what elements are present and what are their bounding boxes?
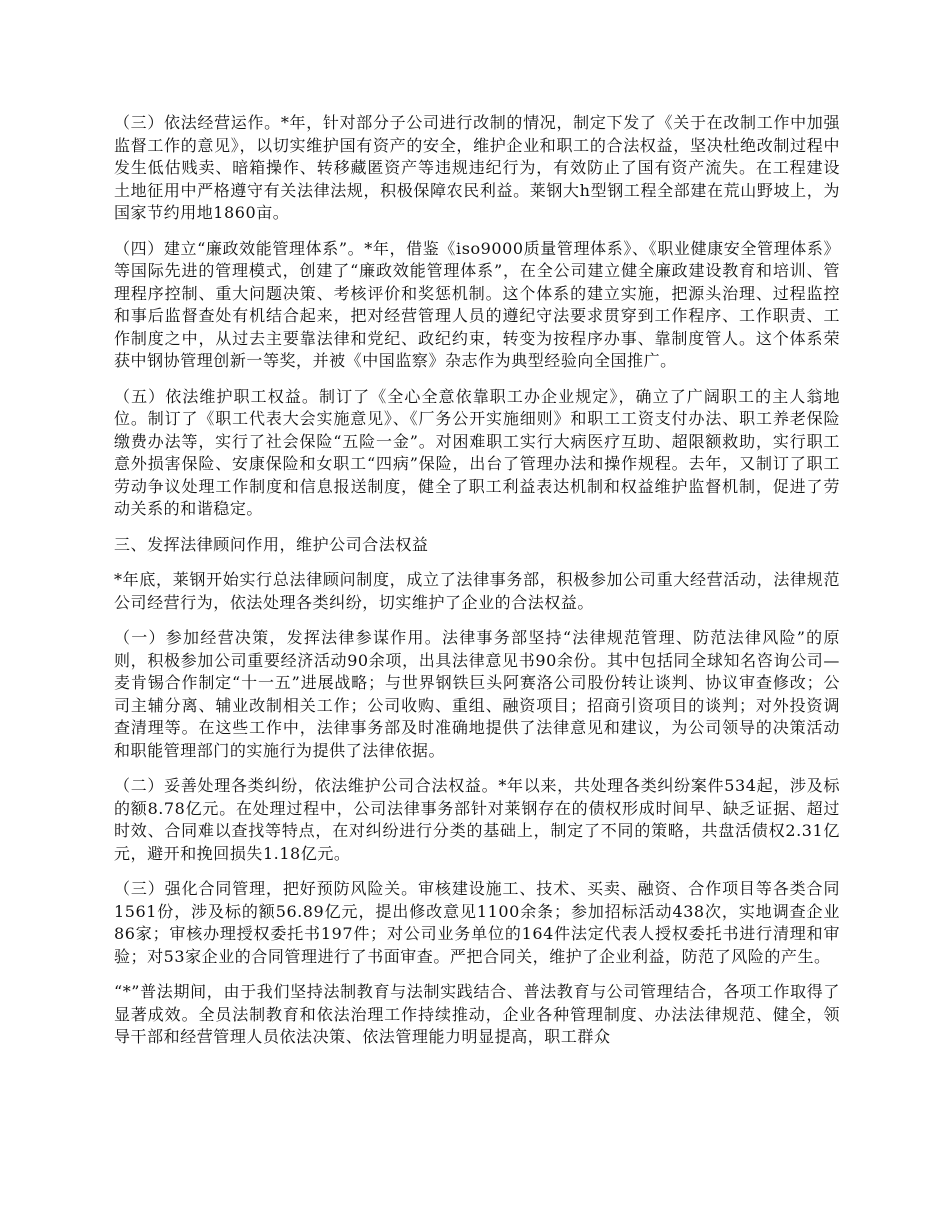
paragraph-decision-participation: （一）参加经营决策，发挥法律参谋作用。法律事务部坚持“法律规范管理、防范法律风险”的原则，积极参加公司重要经济活动90余项，出具法律意见书90余份。其中包括同全球知名咨询公司—麦肯锡合作制定“十一五”进展战略；与世界钢铁巨头阿赛洛公司股份转让谈判、协议审查修改；公司主辅分离、辅业改制相关工作；公司收购、重组、融资项目；招商引资项目的谈判；对外投资调查清理等。在这些工作中，法律事务部及时准确地提供了法律意见和建议，为公司领导的决策活动和职能管理部门的实施行为提供了法律依据。 (114, 628, 840, 760)
section-heading-legal-counsel: 三、发挥法律顾问作用，维护公司合法权益 (114, 534, 429, 554)
paragraph-operation: （三）依法经营运作。*年，针对部分子公司进行改制的情况，制定下发了《关于在改制工作中加强监督工作的意见》，以切实维护国有资产的安全，维护企业和职工的合法权益，坚决杜绝改制过程中发生低估贱卖、暗箱操作、转移藏匿资产等违规违纪行为，有效防止了国有资产流失。在工程建设土地征用中严格遵守有关法律法规，积极保障农民利益。莱钢大h型钢工程全部建在荒山野坡上，为国家节约用地1860亩。 (114, 113, 840, 222)
paragraph-counsel-intro: *年底，莱钢开始实行总法律顾问制度，成立了法律事务部，积极参加公司重大经营活动，法律规范公司经营行为，依法处理各类纠纷，切实维护了企业的合法权益。 (114, 570, 840, 612)
paragraph-worker-rights: （五）依法维护职工权益。制订了《全心全意依靠职工办企业规定》，确立了广阔职工的主人翁地位。制订了《职工代表大会实施意见》、《厂务公开实施细则》和职工工资支付办法、职工养老保险缴费办法等，实行了社会保险“五险一金”。对困难职工实行大病医疗互助、超限额救助，实行职工意外损害保险、安康保险和女职工“四病”保险，出台了管理办法和操作规程。去年，又制订了职工劳动争议处理工作制度和信息报送制度，健全了职工利益表达机制和权益维护监督机制，促进了劳动关系的和谐稳定。 (114, 386, 840, 518)
paragraph-law-popularization: “*”普法期间，由于我们坚持法制教育与法制实践结合、普法教育与公司管理结合，各项工作取得了显著成效。全员法制教育和依法治理工作持续推动，企业各种管理制度、办法法律规范、健全，领导干部和经营管理人员依法决策、依法管理能力明显提高，职工群众 (114, 982, 840, 1046)
paragraph-integrity-system: （四）建立“廉政效能管理体系”。*年，借鉴《iso9000质量管理体系》、《职业健康安全管理体系》等国际先进的管理模式，创建了“廉政效能管理体系”，在全公司建立健全廉政建设教育和培训、管理程序控制、重大问题决策、考核评价和奖惩机制。这个体系的建立实施，把源头治理、过程监控和事后监督查处有机结合起来，把对经营管理人员的遵纪守法要求贯穿到工作程序、工作职责、工作制度之中，从过去主要靠法律和党纪、政纪约束，转变为按程序办事、靠制度管人。这个体系荣获中钢协管理创新一等奖，并被《中国监察》杂志作为典型经验向全国推广。 (114, 238, 840, 370)
paragraph-contract-management: （三）强化合同管理，把好预防风险关。审核建设施工、技术、买卖、融资、合作项目等各类合同1561份，涉及标的额56.89亿元，提出修改意见1100余条；参加招标活动438次，实地调查企业86家；审核办理授权委托书197件；对公司业务单位的164件法定代表人授权委托书进行清理和审验；对53家企业的合同管理进行了书面审查。严把合同关，维护了企业利益，防范了风险的产生。 (114, 879, 840, 966)
paragraph-dispute-handling: （二）妥善处理各类纠纷，依法维护公司合法权益。*年以来，共处理各类纠纷案件534起，涉及标的额8.78亿元。在处理过程中，公司法律事务部针对莱钢存在的债权形成时间早、缺乏证据、超过时效、合同难以查找等特点，在对纠纷进行分类的基础上，制定了不同的策略，共盘活债权2.31亿元，避开和挽回损失1.18亿元。 (114, 776, 840, 863)
document-body (114, 112, 840, 1062)
